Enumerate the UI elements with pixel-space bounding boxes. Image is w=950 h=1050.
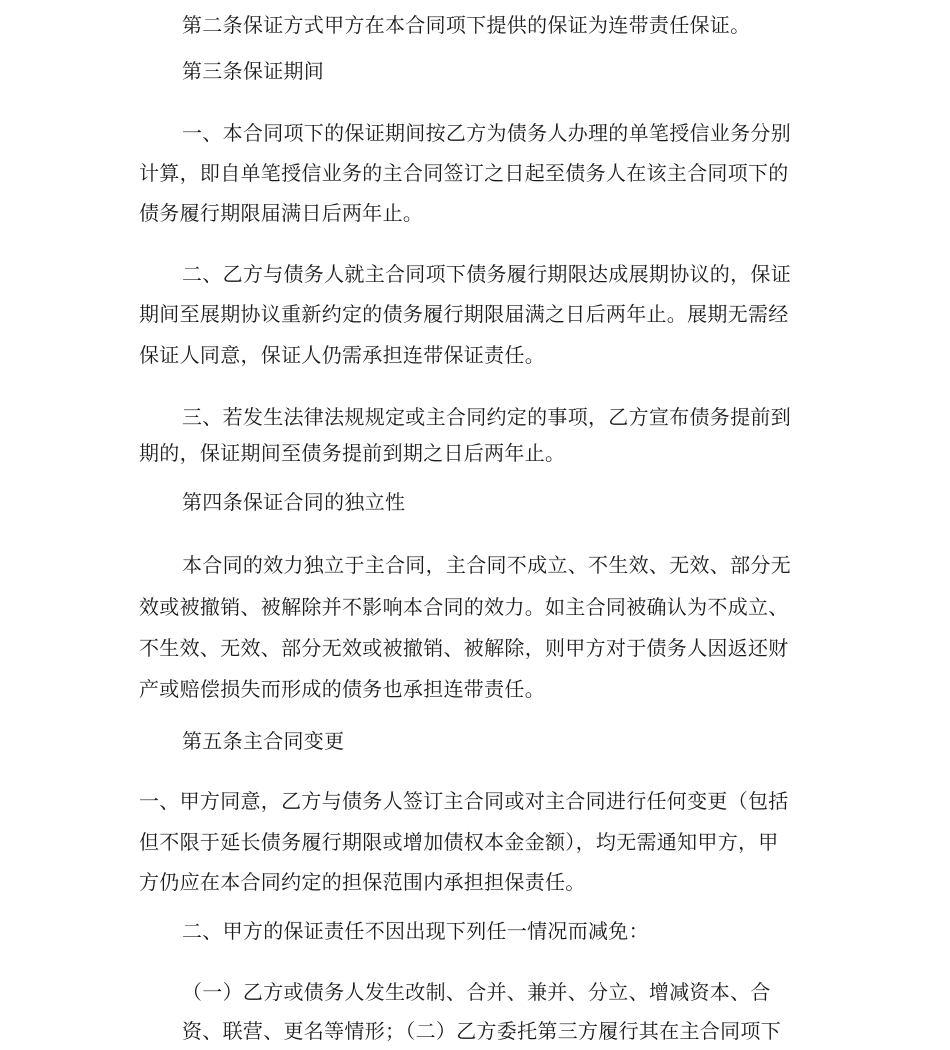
- paragraph-line: 期间至展期协议重新约定的债务履行期限届满之日后两年止。展期无需经: [139, 302, 789, 326]
- paragraph-line: 不生效、无效、部分无效或被撤销、被解除，则甲方对于债务人因返还财: [139, 636, 789, 660]
- paragraph-line: 债务履行期限届满日后两年止。: [139, 201, 424, 225]
- article-5-heading: 第五条主合同变更: [182, 729, 345, 753]
- paragraph-line: 本合同的效力独立于主合同，主合同不成立、不生效、无效、部分无: [182, 553, 791, 577]
- paragraph-line: 但不限于延长债务履行期限或增加债权本金金额），均无需通知甲方，甲: [139, 830, 779, 854]
- paragraph-line: 资、联营、更名等情形；（二）乙方委托第三方履行其在主合同项下: [182, 1019, 781, 1043]
- paragraph-line: 方仍应在本合同约定的担保范围内承担担保责任。: [139, 870, 586, 894]
- article-3-heading: 第三条保证期间: [182, 59, 325, 83]
- article-4-heading: 第四条保证合同的独立性: [182, 490, 406, 514]
- paragraph-line: 计算，即自单笔授信业务的主合同签订之日起至债务人在该主合同项下的: [139, 161, 789, 185]
- paragraph-line: 一、甲方同意，乙方与债务人签订主合同或对主合同进行任何变更（包括: [139, 789, 789, 813]
- paragraph-line: 期的，保证期间至债务提前到期之日后两年止。: [139, 441, 566, 465]
- paragraph-line: 三、若发生法律法规规定或主合同约定的事项，乙方宣布债务提前到: [182, 405, 791, 429]
- paragraph-line: 二、甲方的保证责任不因出现下列任一情况而减免：: [182, 919, 649, 943]
- article-2-heading: 第二条保证方式甲方在本合同项下提供的保证为连带责任保证。: [182, 13, 751, 37]
- paragraph-line: （一）乙方或债务人发生改制、合并、兼并、分立、增减资本、合: [182, 980, 771, 1004]
- paragraph-line: 效或被撤销、被解除并不影响本合同的效力。如主合同被确认为不成立、: [139, 595, 789, 619]
- paragraph-line: 产或赔偿损失而形成的债务也承担连带责任。: [139, 677, 545, 701]
- paragraph-line: 保证人同意，保证人仍需承担连带保证责任。: [139, 343, 545, 367]
- paragraph-line: 一、本合同项下的保证期间按乙方为债务人办理的单笔授信业务分别: [182, 121, 791, 145]
- paragraph-line: 二、乙方与债务人就主合同项下债务履行期限达成展期协议的，保证: [182, 262, 791, 286]
